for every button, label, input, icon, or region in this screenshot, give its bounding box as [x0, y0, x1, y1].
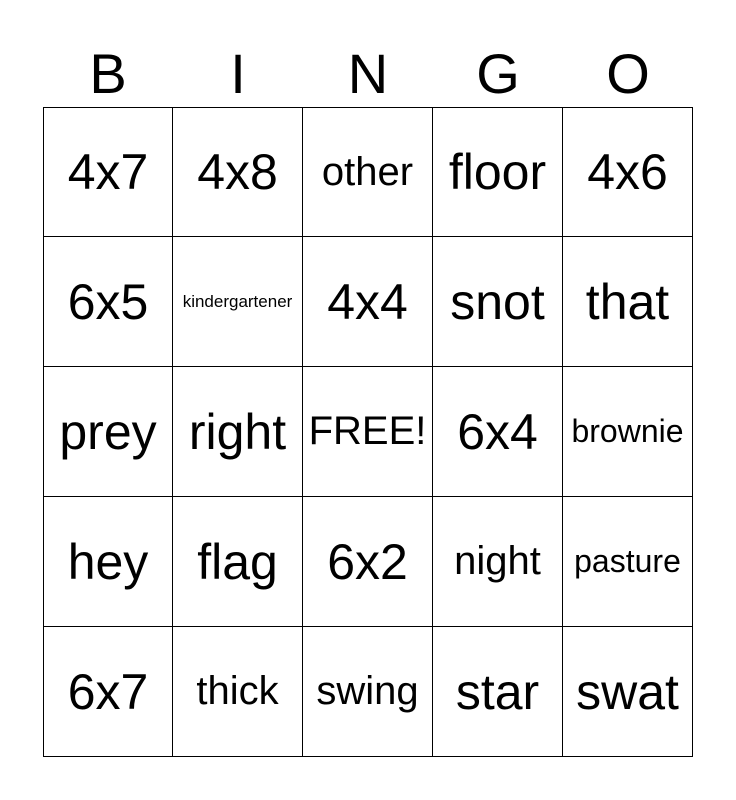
header-letter-g: G [476, 42, 520, 105]
free-space-cell[interactable]: FREE! [303, 367, 433, 497]
bingo-cell[interactable]: swat [563, 627, 693, 757]
bingo-cell[interactable]: floor [433, 107, 563, 237]
bingo-cell[interactable]: brownie [563, 367, 693, 497]
bingo-cell[interactable]: 6x4 [433, 367, 563, 497]
bingo-cell[interactable]: 4x6 [563, 107, 693, 237]
bingo-cell[interactable]: 6x2 [303, 497, 433, 627]
bingo-cell[interactable]: star [433, 627, 563, 757]
bingo-cell[interactable]: kindergartener [173, 237, 303, 367]
bingo-cell[interactable]: prey [43, 367, 173, 497]
bingo-cell[interactable]: snot [433, 237, 563, 367]
bingo-cell[interactable]: thick [173, 627, 303, 757]
bingo-cell[interactable]: right [173, 367, 303, 497]
bingo-cell[interactable]: 4x8 [173, 107, 303, 237]
bingo-cell[interactable]: 6x7 [43, 627, 173, 757]
header-letter-i: I [230, 42, 246, 105]
bingo-cell[interactable]: 4x7 [43, 107, 173, 237]
bingo-cell[interactable]: pasture [563, 497, 693, 627]
bingo-cell[interactable]: that [563, 237, 693, 367]
bingo-cell[interactable]: night [433, 497, 563, 627]
header-letter-o: O [606, 42, 650, 105]
bingo-cell[interactable]: hey [43, 497, 173, 627]
header-letter-b: B [89, 42, 127, 105]
bingo-cell[interactable]: other [303, 107, 433, 237]
bingo-cell[interactable]: swing [303, 627, 433, 757]
header-letter-n: N [347, 42, 389, 105]
bingo-board [43, 107, 693, 757]
bingo-cell[interactable]: flag [173, 497, 303, 627]
bingo-cell[interactable]: 4x4 [303, 237, 433, 367]
bingo-cell[interactable]: 6x5 [43, 237, 173, 367]
bingo-header [43, 40, 693, 108]
